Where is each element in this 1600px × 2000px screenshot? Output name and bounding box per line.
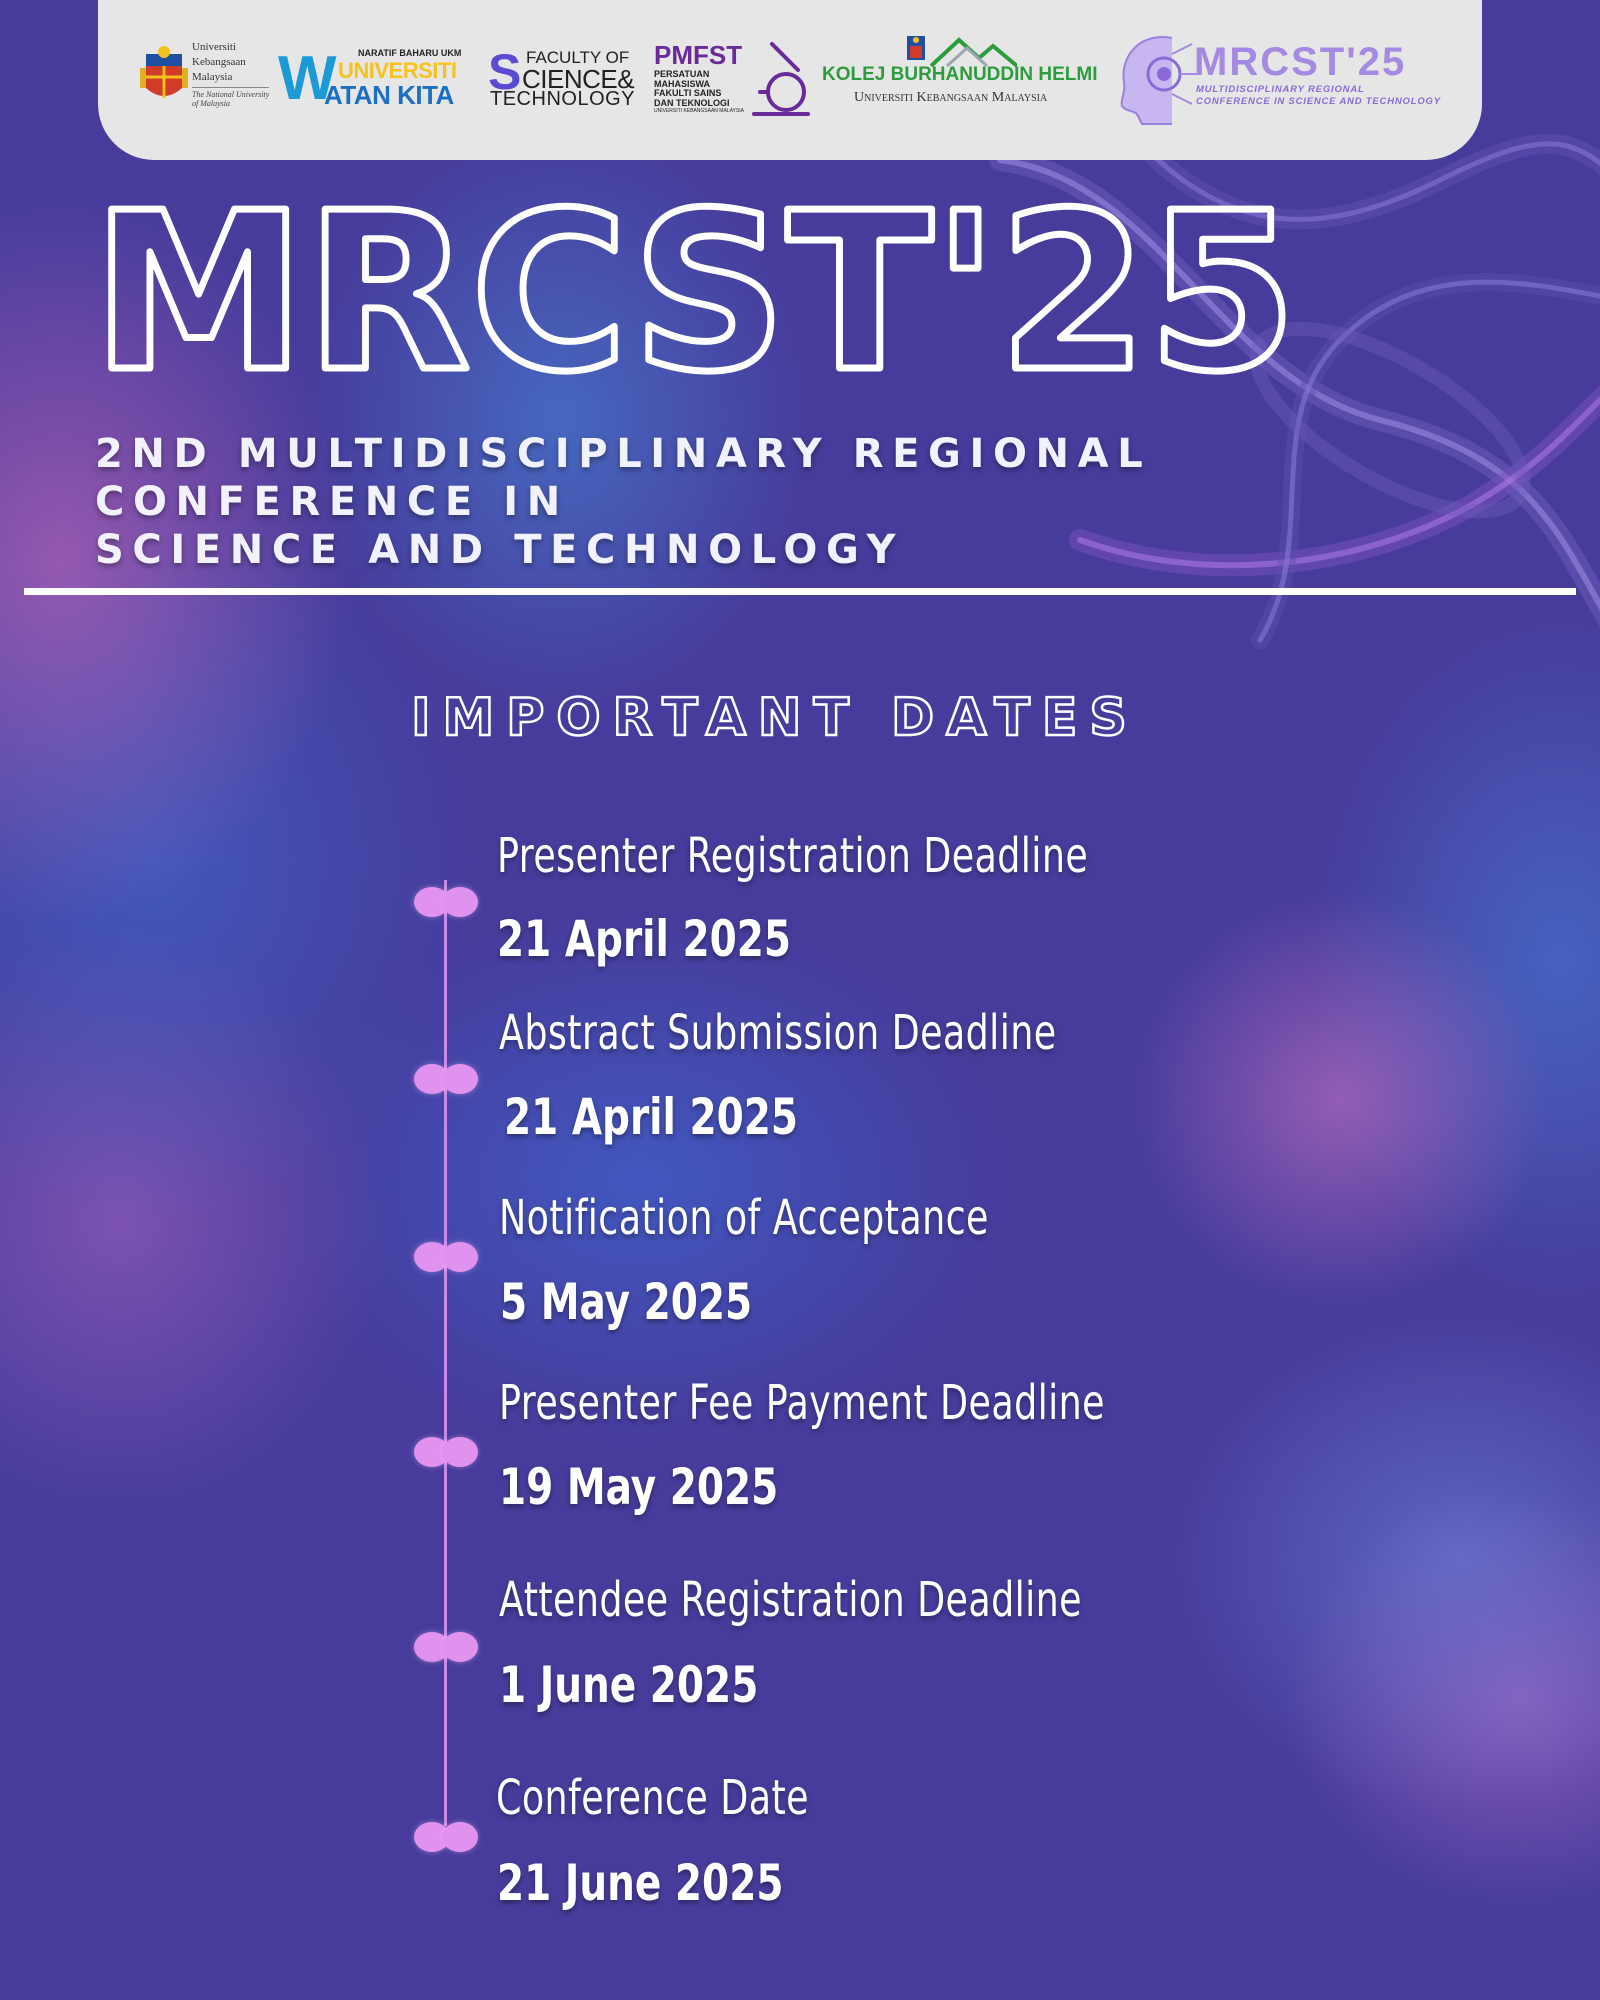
timeline-line — [444, 880, 447, 1826]
important-dates-heading: IMPORTANT DATES — [411, 688, 1139, 748]
ukm-logo — [140, 40, 290, 115]
ukm-name-line: Malaysia — [192, 71, 233, 83]
ukm-crest-icon — [140, 44, 188, 108]
event-date: 19 May 2025 — [499, 1458, 779, 1516]
event-label: Conference Date — [496, 1770, 809, 1826]
pmfst-logo — [654, 40, 814, 120]
node-dot — [442, 1822, 478, 1852]
hero-subtitle-line-2: SCIENCE AND TECHNOLOGY — [95, 527, 905, 573]
node-dot — [442, 1064, 478, 1094]
ukm-tagline — [192, 87, 269, 108]
event-date: 21 April 2025 — [497, 910, 792, 968]
mrcst-logo-title: MRCST'25 — [1194, 40, 1407, 84]
event-date: 5 May 2025 — [500, 1273, 753, 1331]
fst-line-3: TECHNOLOGY — [490, 88, 636, 110]
pmfst-line: FAKULTI SAINS — [654, 88, 722, 98]
mrcst-logo — [1112, 30, 1472, 130]
hero-subtitle-line-1: 2ND MULTIDISCIPLINARY REGIONAL CONFERENCE IN — [95, 431, 1152, 525]
event-label: Attendee Registration Deadline — [499, 1572, 1082, 1628]
uwk-top-text: NARATIF BAHARU UKM — [358, 48, 462, 58]
ukm-tagline-line: The National University — [192, 90, 270, 99]
kbh-subtitle: Universiti Kebangsaan Malaysia — [854, 90, 1048, 105]
node-dot — [442, 887, 478, 917]
node-dot — [442, 1242, 478, 1272]
uwk-middle-text: UNIVERSITI — [338, 58, 457, 83]
fst-logo — [488, 44, 648, 114]
fst-s-mark-icon: S — [488, 44, 522, 100]
universiti-watan-kita-logo — [278, 44, 478, 113]
kbh-name: KOLEJ BURHANUDDIN HELMI — [822, 64, 1098, 85]
pmfst-micro-text: UNIVERSITI KEBANGSAAN MALAYSIA — [654, 108, 744, 114]
event-label: Presenter Fee Payment Deadline — [499, 1375, 1105, 1431]
ukm-name-line: Kebangsaan — [192, 56, 246, 68]
hero-subtitle — [95, 430, 1495, 574]
uwk-bottom-text: ATAN KITA — [324, 80, 454, 110]
ukm-name-line: Universiti — [192, 41, 236, 53]
node-dot — [442, 1437, 478, 1467]
event-date: 21 April 2025 — [504, 1088, 799, 1146]
mountain-icon — [907, 34, 1017, 68]
pmfst-line: MAHASISWA — [654, 78, 710, 89]
event-date: 21 June 2025 — [497, 1854, 784, 1912]
mrcst-logo-subtitle-line: CONFERENCE IN SCIENCE AND TECHNOLOGY — [1196, 96, 1441, 107]
event-label: Abstract Submission Deadline — [499, 1005, 1057, 1061]
microscope-icon — [746, 40, 816, 120]
pmfst-fullname — [654, 70, 744, 114]
ukm-tagline-line: of Malaysia — [192, 99, 230, 108]
timeline-node-icon — [414, 1435, 478, 1469]
mrcst-logo-subtitle-line: MULTIDISCIPLINARY REGIONAL — [1196, 84, 1365, 95]
timeline-node-icon — [414, 1630, 478, 1664]
event-label: Presenter Registration Deadline — [497, 828, 1089, 884]
divider — [24, 588, 1576, 595]
pmfst-name: PMFST — [654, 40, 743, 70]
timeline-node-icon — [414, 885, 478, 919]
pmfst-line: DAN TEKNOLOGI — [654, 97, 730, 108]
partner-logo-bar — [98, 0, 1482, 160]
pmfst-line: PERSATUAN — [654, 69, 710, 79]
timeline-node-icon — [414, 1062, 478, 1096]
event-label: Notification of Acceptance — [499, 1190, 989, 1246]
timeline-node-icon — [414, 1820, 478, 1854]
node-dot — [442, 1632, 478, 1662]
mrcst-logo-subtitle — [1196, 84, 1441, 108]
ukm-name — [192, 40, 269, 108]
fst-line-1: FACULTY OF — [526, 48, 630, 67]
event-date: 1 June 2025 — [499, 1656, 759, 1714]
ai-head-icon — [1112, 30, 1202, 126]
uwk-w-mark-icon: W — [278, 44, 333, 113]
hero-title — [88, 200, 1318, 390]
timeline-node-icon — [414, 1240, 478, 1274]
fst-line-2: CIENCE& — [522, 64, 635, 94]
hero-title-text: MRCST'25 — [92, 200, 1297, 390]
